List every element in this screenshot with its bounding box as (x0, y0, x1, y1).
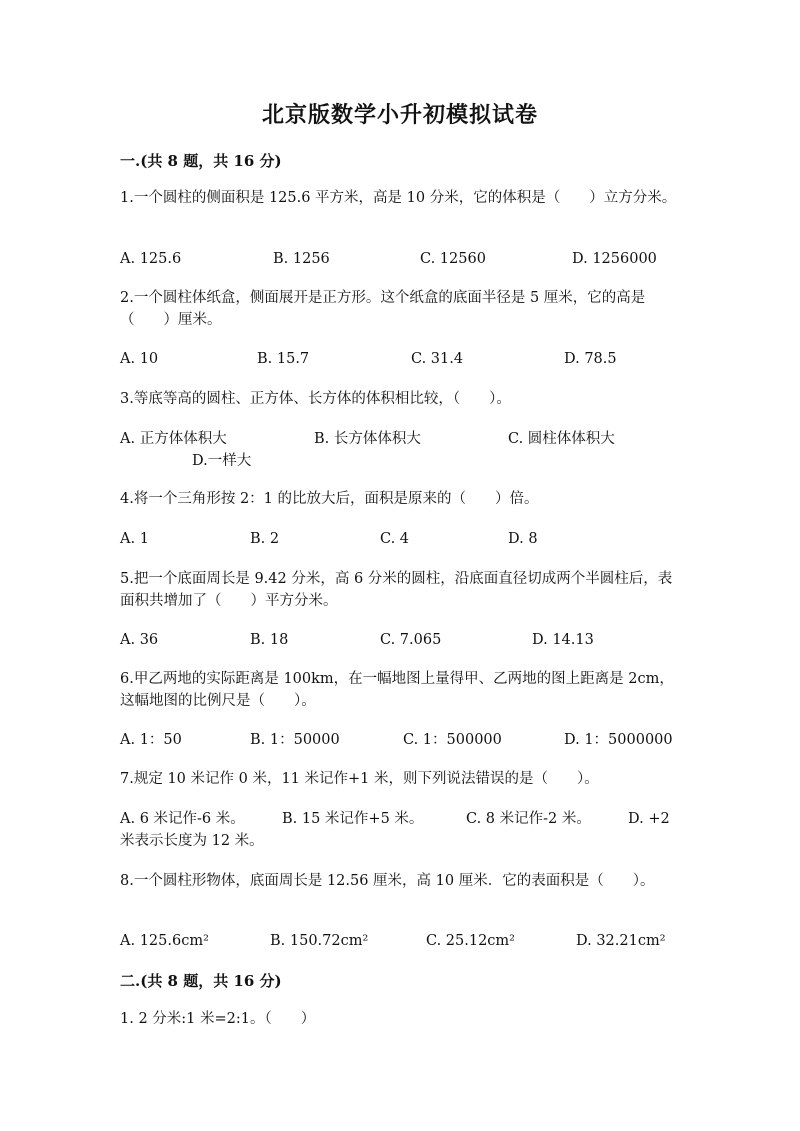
option-b: B. 15.7 (257, 351, 310, 367)
option-b: B. 1：50000 (250, 732, 340, 748)
page-title: 北京版数学小升初模拟试卷 (261, 102, 538, 128)
option-d: D. 78.5 (564, 351, 617, 367)
option-d: D. 1：5000000 (564, 732, 673, 748)
question-2: 2.一个圆柱体纸盒，侧面展开是正方形。这个纸盒的底面半径是 5 厘米，它的高是（ ）厘米。 (120, 290, 646, 328)
question-1: 1.一个圆柱的侧面积是 125.6 平方米，高是 10 分米，它的体积是（ ）立方分米。 (120, 190, 677, 206)
option-d: D. 8 (508, 531, 538, 547)
option-c: C. 12560 (420, 251, 486, 267)
option-d-continuation: 米表示长度为 12 米。 (120, 833, 264, 849)
option-c: C. 7.065 (380, 632, 442, 648)
option-b: B. 15 米记作+5 米。 (282, 811, 424, 827)
question-4: 4.将一个三角形按 2：1 的比放大后，面积是原来的（ ）倍。 (120, 491, 539, 507)
option-c: C. 25.12cm² (426, 933, 515, 949)
option-c: C. 8 米记作-2 米。 (466, 811, 591, 827)
question-3: 3.等底等高的圆柱、正方体、长方体的体积相比较，（ ）。 (120, 391, 511, 407)
option-a: A. 1：50 (120, 732, 182, 748)
option-d: D.一样大 (192, 453, 252, 469)
option-a: A. 125.6cm² (120, 933, 209, 949)
question-7: 7.规定 10 米记作 0 米，11 米记作+1 米，则下列说法错误的是（ ）。 (120, 771, 599, 787)
option-d: D. 32.21cm² (576, 933, 666, 949)
option-d: D. 14.13 (532, 632, 594, 648)
option-c: C. 圆柱体体积大 (508, 431, 615, 447)
option-b: B. 长方体体积大 (314, 431, 421, 447)
question-6: 6.甲乙两地的实际距离是 100km，在一幅地图上量得甲、乙两地的图上距离是 2cm，这幅地图的比例尺是（ ）。 (120, 671, 674, 709)
option-a: A. 125.6 (120, 251, 182, 267)
option-a: A. 10 (120, 351, 159, 367)
question-5: 5.把一个底面周长是 9.42 分米，高 6 分米的圆柱，沿底面直径切成两个半圆柱后，表面积共增加了（ ）平方分米。 (120, 571, 673, 609)
option-a: A. 6 米记作-6 米。 (120, 811, 245, 827)
option-a: A. 1 (120, 531, 149, 547)
section-heading-1: 一.(共 8 题，共 16 分) (120, 152, 282, 170)
option-b: B. 1256 (273, 251, 330, 267)
option-d: D. +2 (628, 811, 670, 827)
part2-question-1: 1. 2 分米:1 米=2:1。（ ） (120, 1011, 316, 1027)
option-a: A. 36 (120, 632, 159, 648)
option-b: B. 2 (250, 531, 280, 547)
option-b: B. 150.72cm² (270, 933, 369, 949)
question-8: 8.一个圆柱形物体，底面周长是 12.56 厘米，高 10 厘米．它的表面积是（ ）。 (120, 873, 655, 889)
option-d: D. 1256000 (572, 251, 657, 267)
option-b: B. 18 (250, 632, 289, 648)
option-c: C. 4 (380, 531, 410, 547)
section-heading-2: 二.(共 8 题，共 16 分) (120, 972, 282, 990)
option-c: C. 1：500000 (403, 732, 502, 748)
option-c: C. 31.4 (411, 351, 464, 367)
option-a: A. 正方体体积大 (120, 431, 227, 447)
